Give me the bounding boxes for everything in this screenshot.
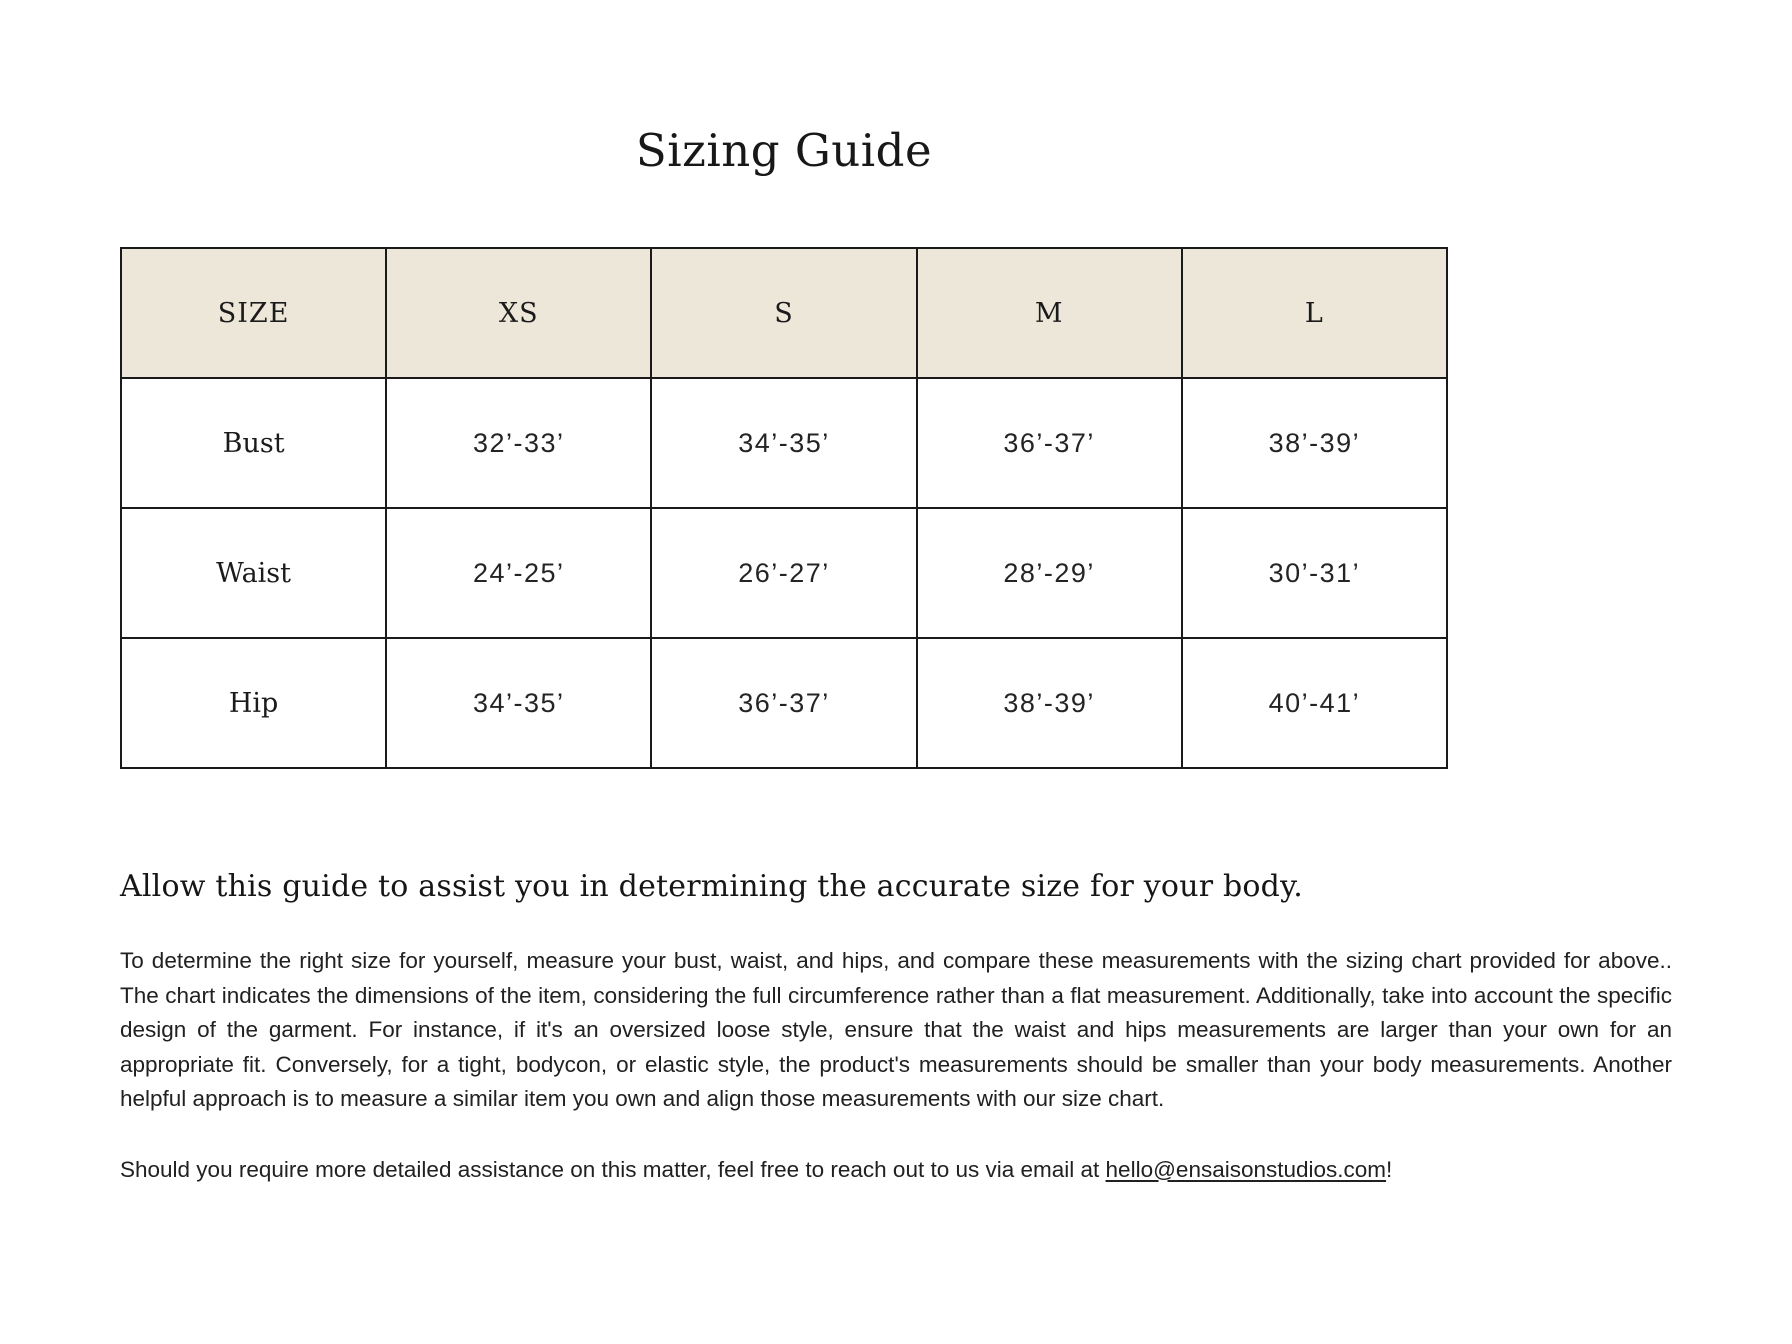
hip-s-value: 36’-37’ (651, 638, 916, 768)
table-row-bust (121, 378, 1447, 508)
email-link[interactable]: hello@ensaisonstudios.com (1105, 1156, 1387, 1182)
guide-paragraph: To determine the right size for yourself, measure your bust, waist, and hips, and compare these measurements with the sizing chart provided for above.. The chart indicates the dimensions of the item, considering the full circumference rather than a flat measurement. Additionally, take into account the specific design of the garment. For instance, if it's an oversized loose style, ensure that the waist and hips measurements are larger than your own for an appropriate fit. Conversely, for a tight, bodycon, or elastic style, the product's measurements should be smaller than your body measurements. Another helpful approach is to measure a similar item you own and align those measurements with our size chart. (120, 948, 1672, 1111)
bust-l-value: 38’-39’ (1182, 378, 1447, 508)
sizing-table (120, 247, 1448, 769)
guide-heading: Allow this guide to assist you in determining the accurate size for your body. (120, 869, 1303, 904)
bust-s-value: 34’-35’ (651, 378, 916, 508)
hip-m-value: 38’-39’ (917, 638, 1182, 768)
row-label-hip: Hip (121, 638, 386, 768)
table-row-hip (121, 638, 1447, 768)
hip-xs-value: 34’-35’ (386, 638, 651, 768)
bust-m-value: 36’-37’ (917, 378, 1182, 508)
contact-text-suffix: ! (1386, 1156, 1393, 1182)
waist-xs-value: 24’-25’ (386, 508, 651, 638)
waist-m-value: 28’-29’ (917, 508, 1182, 638)
hip-l-value: 40’-41’ (1182, 638, 1447, 768)
row-label-waist: Waist (121, 508, 386, 638)
bust-xs-value: 32’-33’ (386, 378, 651, 508)
column-header-m: M (917, 248, 1182, 378)
table-header-row (121, 248, 1447, 378)
column-header-xs: XS (386, 248, 651, 378)
waist-l-value: 30’-31’ (1182, 508, 1447, 638)
contact-line (120, 1153, 1672, 1188)
row-label-bust: Bust (121, 378, 386, 508)
waist-s-value: 26’-27’ (651, 508, 916, 638)
contact-text-prefix: Should you require more detailed assistance on this matter, feel free to reach out to us via email at (120, 1156, 1106, 1182)
column-header-s: S (651, 248, 916, 378)
column-header-size: SIZE (121, 248, 386, 378)
table-row-waist (121, 508, 1447, 638)
column-header-l: L (1182, 248, 1447, 378)
page-title: Sizing Guide (635, 124, 933, 177)
